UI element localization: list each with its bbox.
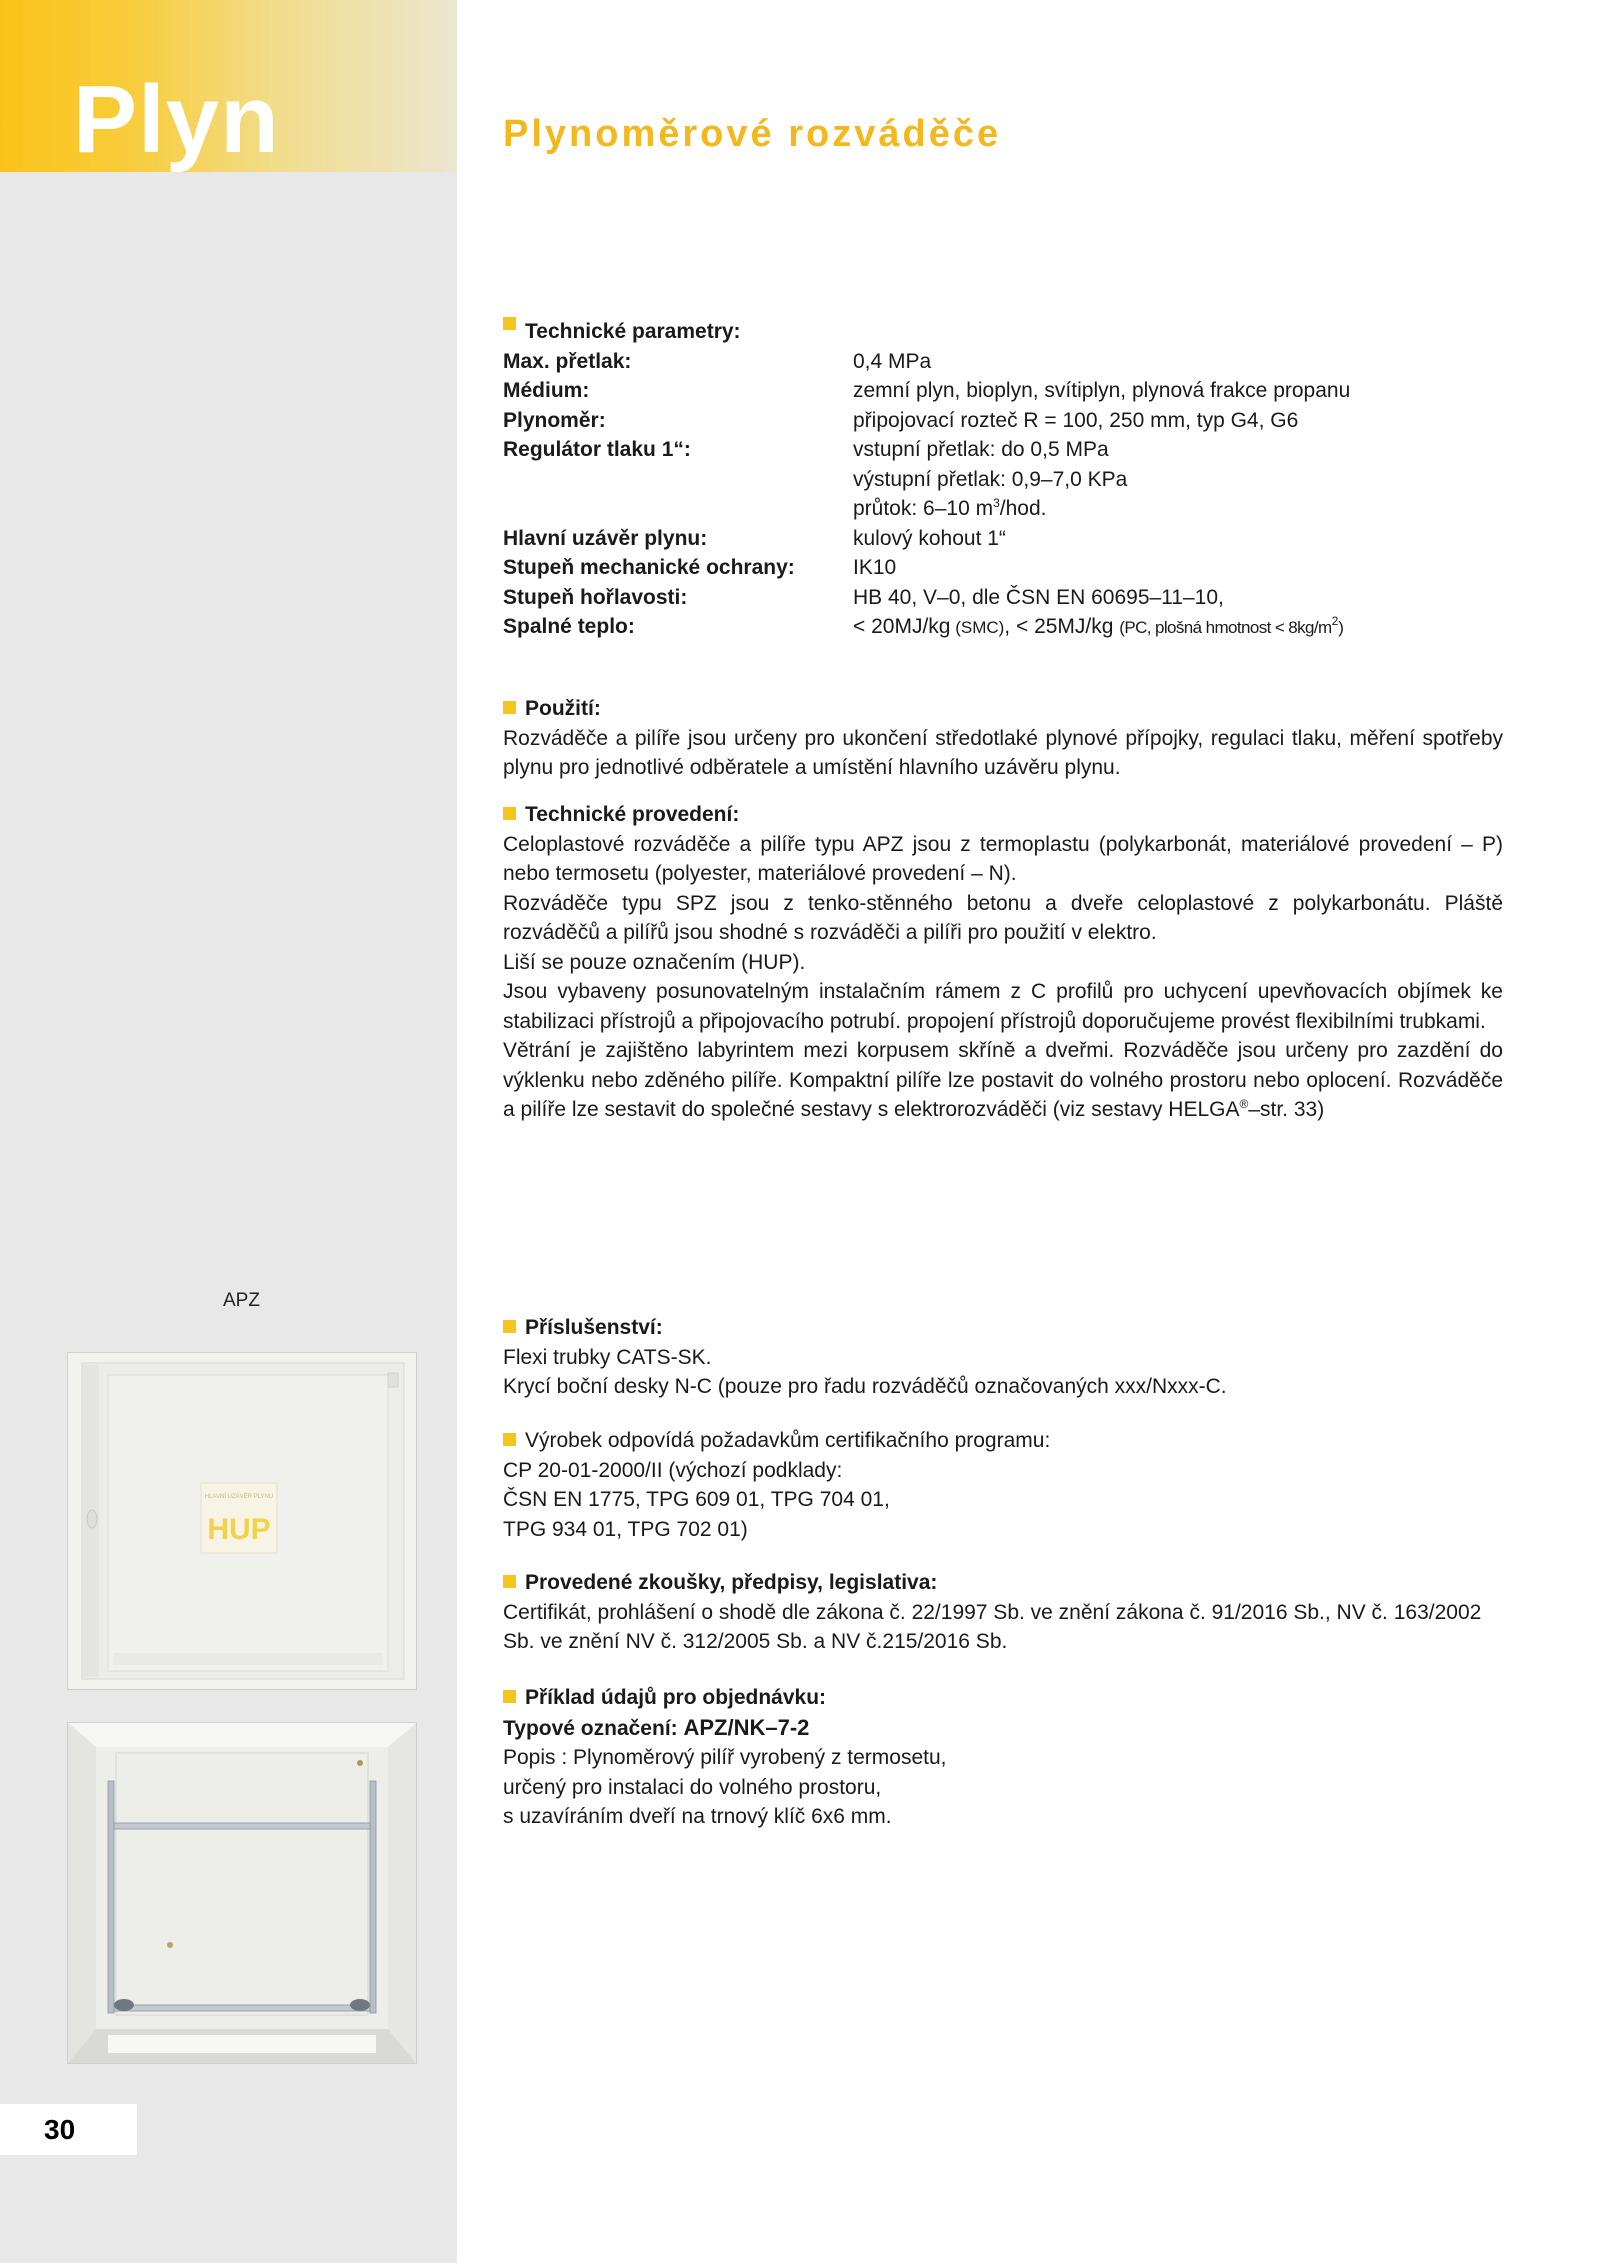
bullet-square-icon	[503, 1575, 516, 1588]
bullet-square-icon	[503, 1433, 516, 1446]
usage-section	[503, 694, 1503, 783]
spec-label	[503, 494, 853, 524]
cabinet-open-drawing	[68, 1723, 416, 2063]
paragraph: Větrání je zajištěno labyrintem mezi korpusem skříně a dveřmi. Rozváděče jsou určeny pro zazdění do výklenku nebo zděného pilíře. Kompaktní pilíře lze postavit do volného prostoru nebo oplocení. Rozváděče a pilíře lze sestavit do společné sestavy s elektrorozváděči (viz sestavy HELGA®–str. 33)	[503, 1039, 1503, 1121]
image-caption: APZ	[223, 1290, 260, 1311]
text-line: CP 20-01-2000/II (výchozí podklady:	[503, 1458, 843, 1482]
cabinet-closed-image	[67, 1352, 417, 1690]
section-heading: Technické parametry:	[525, 320, 741, 343]
spec-label: Plynoměr:	[503, 408, 606, 432]
paragraph: Liší se pouze označením (HUP).	[503, 950, 806, 974]
bullet-square-icon	[503, 1690, 516, 1703]
spec-value: výstupní přetlak: 0,9–7,0 KPa	[853, 467, 1128, 491]
spec-label: Regulátor tlaku 1“:	[503, 438, 691, 461]
spec-row	[503, 612, 1503, 642]
spec-label: Stupeň hořlavosti:	[503, 585, 688, 609]
technical-design-section	[503, 800, 1503, 1125]
certification-section	[503, 1426, 1503, 1544]
accessories-section	[503, 1313, 1503, 1402]
spec-value: vstupní přetlak: do 0,5 MPa	[853, 438, 1109, 461]
order-example-section	[503, 1683, 1503, 1832]
paragraph: Jsou vybaveny posunovatelným instalačním rámem z C profilů pro uchycení upevňovacích objímek ke stabilizaci přístrojů a připojovacího potrubí. propojení přístrojů doporučujeme provést flexibilními trubkami.	[503, 980, 1503, 1033]
spec-row	[503, 583, 1503, 613]
paragraph: Rozváděče a pilíře jsou určeny pro ukončení středotlaké plynové přípojky, regulaci tlaku, měření spotřeby plynu pro jednotlivé odběratele a umístění hlavního uzávěru plynu.	[503, 726, 1503, 779]
page-number: 30	[44, 2114, 76, 2145]
cabinet-open-image	[67, 1722, 417, 2064]
spec-label: Spalné teplo:	[503, 615, 635, 638]
spec-value: IK10	[853, 556, 897, 579]
cabinet-closed-drawing	[68, 1353, 416, 1689]
spec-label	[503, 465, 853, 495]
section-heading: Výrobek odpovídá požadavkům certifikačního programu:	[525, 1429, 1051, 1452]
bullet-square-icon	[503, 317, 516, 330]
section-title: Plyn	[73, 66, 280, 173]
spec-value: kulový kohout 1“	[853, 526, 1006, 550]
paragraph: Rozváděče typu SPZ jsou z tenko-stěnného betonu a dveře celoplastové z polykarbonátu. Pláště rozváděčů a pilířů jsou shodné s rozváděči a pilíři pro použití v elektro.	[503, 891, 1503, 944]
bullet-square-icon	[503, 1320, 516, 1333]
spec-value: průtok: 6–10 $m^3$/hod.	[853, 496, 1047, 520]
technical-parameters-section	[503, 317, 1503, 642]
spec-label: Médium:	[503, 379, 590, 402]
svg-text:HLAVNÍ UZÁVĚR PLYNU: HLAVNÍ UZÁVĚR PLYNU	[204, 1494, 274, 1500]
spec-label: Hlavní uzávěr plynu:	[503, 526, 708, 550]
svg-text:HUP: HUP	[207, 1513, 271, 1546]
text-line: TPG 934 01, TPG 702 01)	[503, 1517, 748, 1541]
bullet-square-icon	[503, 807, 516, 820]
spec-value: 0,4 MPa	[853, 349, 932, 373]
spec-value: HB 40, V–0, dle ČSN EN 60695–11–10,	[853, 585, 1224, 609]
text-line: s uzavíráním dveří na trnový klíč 6x6 mm.	[503, 1805, 892, 1828]
spec-row	[503, 435, 1503, 465]
bullet-square-icon	[503, 701, 516, 714]
spec-row	[503, 406, 1503, 436]
spec-row	[503, 553, 1503, 583]
paragraph: Celoplastové rozváděče a pilíře typu APZ jsou z termoplastu (polykarbonát, materiálové provedení – P) nebo termosetu (polyester, materiálové provedení – N).	[503, 832, 1503, 885]
spec-row	[503, 494, 1503, 524]
paragraph: Certifikát, prohlášení o shodě dle zákona č. 22/1997 Sb. ve znění zákona č. 91/2016 Sb., NV č. 163/2002 Sb. ve znění NV č. 312/2005 Sb. a NV č.215/2016 Sb.	[503, 1600, 1482, 1653]
spec-value: < 20MJ/kg (SMC), < 25MJ/kg (PC, plošná hmotnost < $8kg/m^2$)	[853, 614, 1344, 638]
type-designation: Typové označení: APZ/NK–7-2	[503, 1714, 810, 1740]
text-line: Flexi trubky CATS-SK.	[503, 1345, 712, 1369]
spec-value: zemní plyn, bioplyn, svítiplyn, plynová frakce propanu	[853, 379, 1351, 402]
spec-row	[503, 347, 1503, 377]
spec-row	[503, 465, 1503, 495]
tests-section	[503, 1568, 1503, 1657]
section-heading: Příklad údajů pro objednávku:	[525, 1686, 827, 1709]
section-heading: Použití:	[525, 697, 601, 720]
section-heading: Provedené zkoušky, předpisy, legislativa:	[525, 1571, 938, 1594]
spec-label: Max. přetlak:	[503, 349, 632, 373]
text-line: Popis : Plynoměrový pilíř vyrobený z termosetu,	[503, 1746, 947, 1769]
spec-row	[503, 524, 1503, 554]
text-line: ČSN EN 1775, TPG 609 01, TPG 704 01,	[503, 1488, 890, 1511]
text-line: Krycí boční desky N-C (pouze pro řadu rozváděčů označovaných xxx/Nxxx-C.	[503, 1375, 1227, 1398]
spec-value: připojovací rozteč R = 100, 250 mm, typ G4, G6	[853, 408, 1299, 432]
spec-label: Stupeň mechanické ochrany:	[503, 556, 795, 579]
section-heading: Technické provedení:	[525, 803, 740, 826]
section-heading: Příslušenství:	[525, 1316, 663, 1339]
text-line: určený pro instalaci do volného prostoru,	[503, 1775, 882, 1799]
page-heading: Plynoměrové rozváděče	[503, 113, 1002, 155]
spec-row	[503, 376, 1503, 406]
